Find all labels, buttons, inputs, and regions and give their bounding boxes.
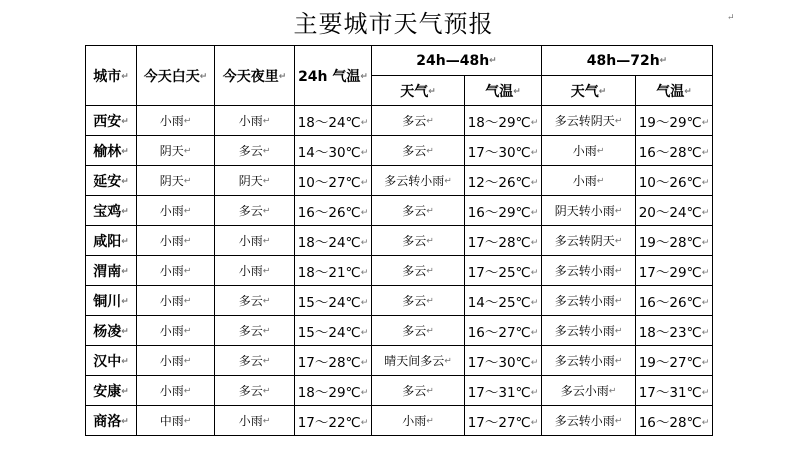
cell-today-night: 小雨↵: [215, 106, 295, 136]
cell-temp-24h: 15～24℃↵: [295, 316, 372, 346]
table-row: [86, 136, 713, 166]
cell-today-night: 小雨↵: [215, 256, 295, 286]
cell-temp-72h: 16～26℃↵: [636, 286, 713, 316]
header-today-day: 今天白天↵: [137, 46, 215, 106]
cell-weather-48h: 晴天间多云↵: [372, 346, 465, 376]
cell-today-day: 阴天↵: [137, 136, 215, 166]
forecast-rows: [86, 106, 713, 436]
cell-temp-72h: 17～31℃↵: [636, 376, 713, 406]
cell-temp-72h: 16～28℃↵: [636, 406, 713, 436]
forecast-table: [85, 45, 713, 436]
table-row: [86, 106, 713, 136]
cell-temp-24h: 17～28℃↵: [295, 346, 372, 376]
cell-weather-48h: 多云↵: [372, 226, 465, 256]
cell-temp-72h: 17～29℃↵: [636, 256, 713, 286]
cell-city: 商洛↵: [86, 406, 137, 436]
cell-temp-24h: 18～24℃↵: [295, 226, 372, 256]
cell-weather-72h: 多云转阴天↵: [542, 226, 636, 256]
page-title-text: 主要城市天气预报: [293, 10, 494, 38]
cell-today-night: 多云↵: [215, 346, 295, 376]
cell-temp-72h: 19～29℃↵: [636, 106, 713, 136]
cell-temp-24h: 15～24℃↵: [295, 286, 372, 316]
cell-city: 延安↵: [86, 166, 137, 196]
cell-today-day: 小雨↵: [137, 196, 215, 226]
cell-today-night: 多云↵: [215, 286, 295, 316]
cell-city: 咸阳↵: [86, 226, 137, 256]
cell-city: 安康↵: [86, 376, 137, 406]
cell-city: 渭南↵: [86, 256, 137, 286]
header-temperature-72h: 气温↵: [636, 76, 713, 106]
cell-temp-24h: 17～22℃↵: [295, 406, 372, 436]
cell-temp-48h: 17～27℃↵: [465, 406, 542, 436]
cell-today-day: 小雨↵: [137, 256, 215, 286]
page-title: [0, 4, 787, 39]
cell-today-night: 多云↵: [215, 136, 295, 166]
table-row: [86, 316, 713, 346]
header-row-top: [86, 46, 713, 76]
table-row: [86, 196, 713, 226]
table-row: [86, 406, 713, 436]
cell-weather-72h: 小雨↵: [542, 166, 636, 196]
cell-weather-48h: 多云↵: [372, 256, 465, 286]
cell-today-night: 多云↵: [215, 316, 295, 346]
cell-today-night: 小雨↵: [215, 226, 295, 256]
cell-weather-48h: 多云↵: [372, 316, 465, 346]
cell-temp-48h: 17～31℃↵: [465, 376, 542, 406]
cell-weather-48h: 多云↵: [372, 196, 465, 226]
cell-temp-24h: 10～27℃↵: [295, 166, 372, 196]
cell-weather-72h: 多云转小雨↵: [542, 406, 636, 436]
header-temp-24h: 24h 气温↵: [295, 46, 372, 106]
header-period-48h: 24h—48h↵: [372, 46, 542, 76]
cell-weather-72h: 多云转小雨↵: [542, 286, 636, 316]
cell-weather-48h: 多云转小雨↵: [372, 166, 465, 196]
header-weather-48h: 天气↵: [372, 76, 465, 106]
table-row: [86, 256, 713, 286]
cell-weather-72h: 多云转小雨↵: [542, 256, 636, 286]
cell-today-night: 多云↵: [215, 196, 295, 226]
cell-temp-24h: 18～24℃↵: [295, 106, 372, 136]
cell-temp-48h: 17～28℃↵: [465, 226, 542, 256]
cell-weather-48h: 多云↵: [372, 286, 465, 316]
cell-today-day: 小雨↵: [137, 376, 215, 406]
cell-temp-48h: 12～26℃↵: [465, 166, 542, 196]
cell-temp-72h: 16～28℃↵: [636, 136, 713, 166]
cell-today-day: 中雨↵: [137, 406, 215, 436]
cell-today-day: 小雨↵: [137, 226, 215, 256]
cell-temp-72h: 20～24℃↵: [636, 196, 713, 226]
cell-today-day: 小雨↵: [137, 106, 215, 136]
table-row: [86, 286, 713, 316]
table-row: [86, 376, 713, 406]
cell-today-night: 多云↵: [215, 376, 295, 406]
cell-weather-48h: 多云↵: [372, 136, 465, 166]
cell-temp-48h: 14～25℃↵: [465, 286, 542, 316]
paragraph-mark-icon: ↵: [727, 13, 735, 23]
cell-temp-48h: 16～29℃↵: [465, 196, 542, 226]
cell-weather-72h: 多云小雨↵: [542, 376, 636, 406]
cell-temp-72h: 10～26℃↵: [636, 166, 713, 196]
cell-weather-72h: 多云转阴天↵: [542, 106, 636, 136]
cell-temp-24h: 18～29℃↵: [295, 376, 372, 406]
cell-temp-24h: 16～26℃↵: [295, 196, 372, 226]
cell-city: 西安↵: [86, 106, 137, 136]
cell-temp-72h: 18～23℃↵: [636, 316, 713, 346]
cell-temp-48h: 17～25℃↵: [465, 256, 542, 286]
cell-weather-48h: 小雨↵: [372, 406, 465, 436]
cell-today-day: 小雨↵: [137, 286, 215, 316]
cell-temp-48h: 18～29℃↵: [465, 106, 542, 136]
cell-weather-72h: 多云转小雨↵: [542, 346, 636, 376]
cell-today-day: 小雨↵: [137, 316, 215, 346]
cell-today-night: 阴天↵: [215, 166, 295, 196]
cell-temp-48h: 17～30℃↵: [465, 346, 542, 376]
header-weather-72h: 天气↵: [542, 76, 636, 106]
header-period-72h: 48h—72h↵: [542, 46, 713, 76]
cell-temp-48h: 16～27℃↵: [465, 316, 542, 346]
cell-city: 宝鸡↵: [86, 196, 137, 226]
cell-temp-48h: 17～30℃↵: [465, 136, 542, 166]
cell-city: 杨凌↵: [86, 316, 137, 346]
cell-temp-24h: 14～30℃↵: [295, 136, 372, 166]
cell-today-night: 小雨↵: [215, 406, 295, 436]
header-today-night: 今天夜里↵: [215, 46, 295, 106]
cell-today-day: 小雨↵: [137, 346, 215, 376]
table-row: [86, 346, 713, 376]
cell-temp-72h: 19～28℃↵: [636, 226, 713, 256]
table-row: [86, 166, 713, 196]
cell-weather-72h: 多云转小雨↵: [542, 316, 636, 346]
cell-city: 铜川↵: [86, 286, 137, 316]
cell-weather-48h: 多云↵: [372, 106, 465, 136]
cell-city: 榆林↵: [86, 136, 137, 166]
cell-weather-72h: 小雨↵: [542, 136, 636, 166]
cell-temp-24h: 18～21℃↵: [295, 256, 372, 286]
table-row: [86, 226, 713, 256]
cell-today-day: 阴天↵: [137, 166, 215, 196]
header-city: 城市↵: [86, 46, 137, 106]
cell-city: 汉中↵: [86, 346, 137, 376]
header-temperature-48h: 气温↵: [465, 76, 542, 106]
cell-weather-72h: 阴天转小雨↵: [542, 196, 636, 226]
cell-temp-72h: 19～27℃↵: [636, 346, 713, 376]
cell-weather-48h: 多云↵: [372, 376, 465, 406]
